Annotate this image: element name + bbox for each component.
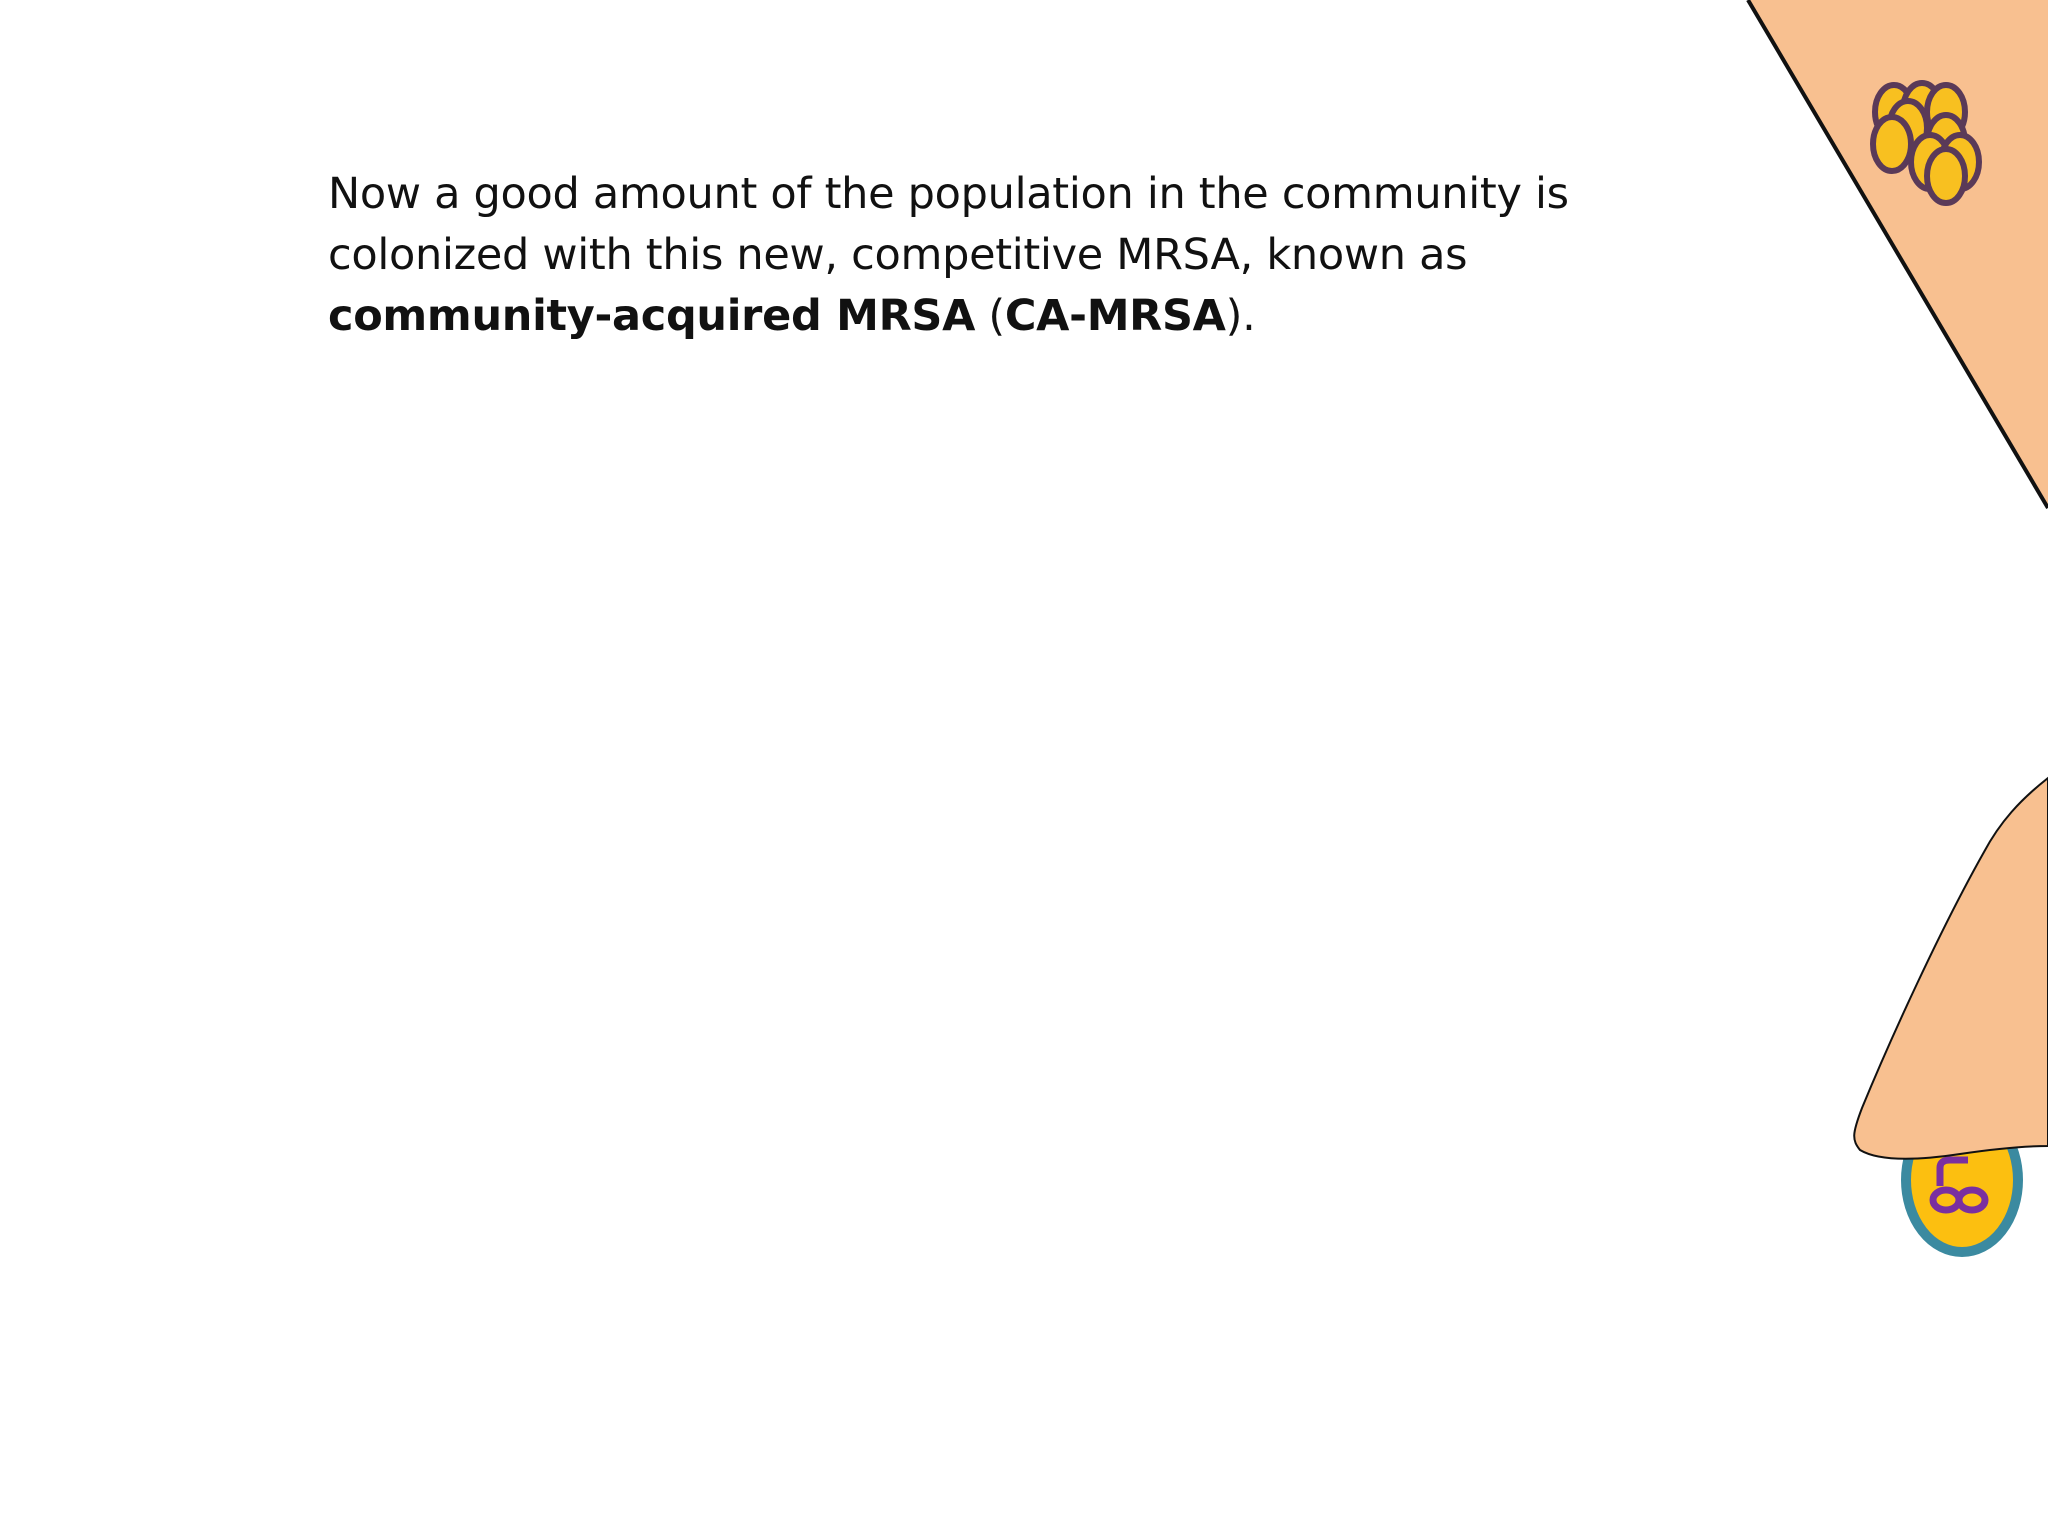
paren-open: ( [975,291,1005,341]
intro-text: Now a good amount of the population in the community is colonized with this new, competitive MRSA, known as [328,169,1569,280]
body-paragraph [328,164,1728,347]
term-bold: community-acquired MRSA [328,291,976,341]
skin-region-bottom [1854,778,2048,1159]
abbrev-bold: CA-MRSA [1004,291,1226,341]
text-end: ). [1225,291,1256,341]
